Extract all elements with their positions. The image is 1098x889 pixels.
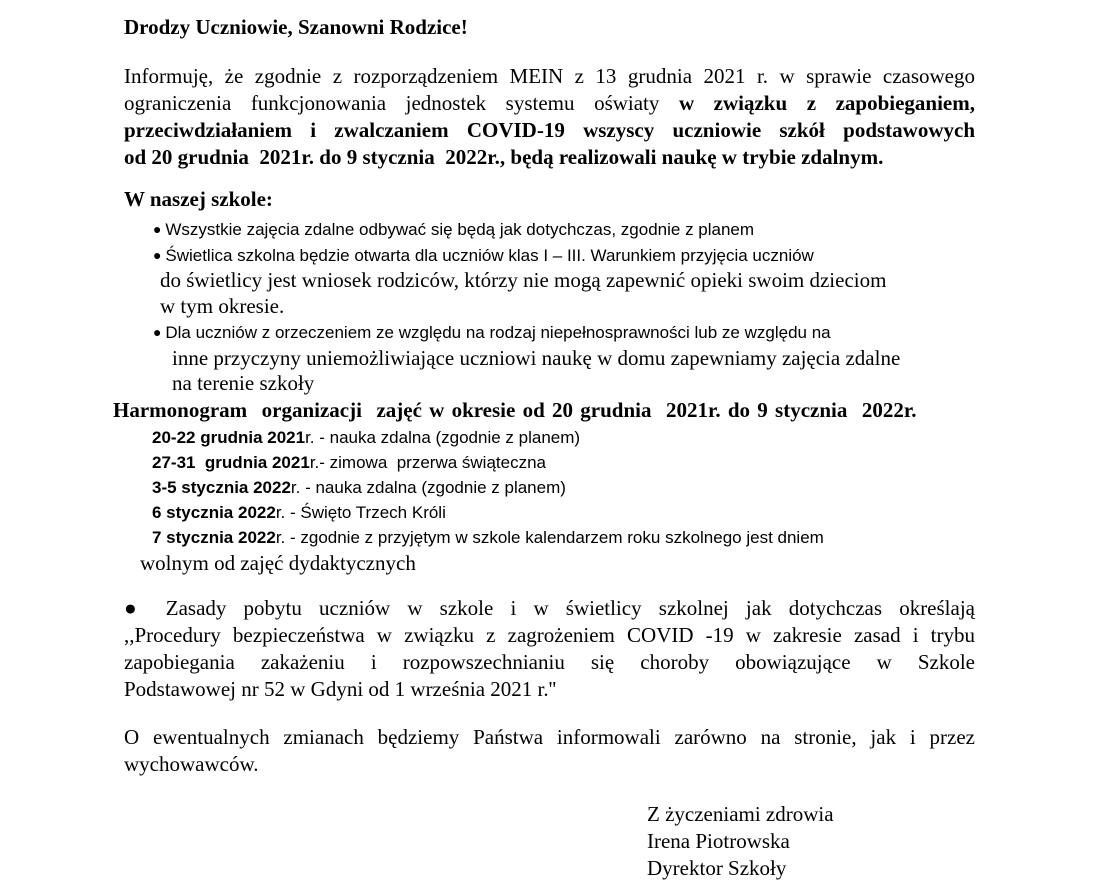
bullet-first-line <box>124 243 975 269</box>
schedule-heading: Harmonogram organizacji zajęć w okresie od 20 grudnia 2021r. do 9 stycznia 2022r. <box>113 397 917 422</box>
schedule-row <box>124 425 975 450</box>
schedule-row <box>124 500 975 525</box>
text-run: ● Zasady pobytu uczniów w szkole i w świetlicy szkolnej jak dotychczas określają <box>124 595 975 620</box>
bullet-continuation-line: inne przyczyny uniemożliwiające uczniowi naukę w domu zapewniamy zajęcia zdalne <box>172 345 901 370</box>
bold-text-run: od 20 grudnia 2021r. do 9 stycznia 2022r., będą realizowali naukę w trybie zdalnym. <box>124 145 884 169</box>
signature-line: Dyrektor Szkoły <box>647 855 787 880</box>
policy-paragraph <box>124 595 975 703</box>
bullet-first-line <box>124 217 975 243</box>
schedule-date: 7 stycznia 2022 <box>152 527 276 547</box>
text-line <box>124 676 975 703</box>
bold-text-run: w związku z zapobieganiem, <box>678 91 975 115</box>
bullet-text: Wszystkie zajęcia zdalne odbywać się będą jak dotychczas, zgodnie z planem <box>165 220 755 239</box>
schedule-continuation-line: wolnym od zajęć dydaktycznych <box>140 550 416 575</box>
schedule-row <box>124 450 975 475</box>
bullet-item <box>124 217 975 243</box>
schedule-description: r. - nauka zdalna (zgodnie z planem) <box>305 427 581 447</box>
text-run: Informuję, że zgodnie z rozporządzeniem MEIN z 13 grudnia 2021 r. w sprawie czasowego <box>124 64 975 88</box>
bullet-list <box>124 217 975 397</box>
text-line <box>124 144 975 171</box>
text-run: Podstawowej nr 52 w Gdyni od 1 września 2021 r.'' <box>124 676 557 701</box>
section-heading: W naszej szkole: <box>124 187 273 211</box>
text-line <box>124 117 975 144</box>
closing-paragraph <box>124 724 975 778</box>
bullet-text: Świetlica szkolna będzie otwarta dla uczniów klas I – III. Warunkiem przyjęcia uczniów <box>165 245 814 265</box>
signature-line: Z życzeniami zdrowia <box>647 801 834 826</box>
text-line <box>124 595 975 622</box>
schedule-date: 20-22 grudnia 2021 <box>152 427 306 447</box>
intro-paragraph <box>124 63 975 171</box>
text-run: zapobiegania zakażeniu i rozpowszechnianiu się choroby obowiązujące w Szkole <box>124 649 975 674</box>
bullet-icon: ● <box>153 221 166 237</box>
bullet-first-line <box>124 320 975 346</box>
bullet-text: Dla uczniów z orzeczeniem ze względu na rodzaj niepełnosprawności lub ze względu na <box>165 322 831 342</box>
bullet-continuation-line: na terenie szkoły <box>172 371 315 396</box>
greeting-line: Drodzy Uczniowie, Szanowni Rodzice! <box>124 15 468 39</box>
bullet-icon: ● <box>153 323 166 340</box>
text-line <box>124 724 975 751</box>
text-line <box>124 751 975 778</box>
schedule-date: 3-5 stycznia 2022 <box>152 477 291 497</box>
text-line <box>124 622 975 649</box>
bullet-item <box>124 320 975 397</box>
text-line <box>124 63 975 90</box>
schedule-list <box>124 425 975 550</box>
schedule-date: 6 stycznia 2022 <box>152 502 276 522</box>
text-run: wychowawców. <box>124 751 259 776</box>
schedule-description: r. - Święto Trzech Króli <box>275 502 446 522</box>
text-run: O ewentualnych zmianach będziemy Państwa informowali zarówno na stronie, jak i przez <box>124 724 975 749</box>
bold-text-run: przeciwdziałaniem i zwalczaniem COVID-19 wszyscy uczniowie szkół podstawowych <box>124 118 975 142</box>
schedule-description: r. - zgodnie z przyjętym w szkole kalendarzem roku szkolnego jest dniem <box>275 527 824 547</box>
text-run: ograniczenia funkcjonowania jednostek systemu oświaty <box>124 91 679 115</box>
text-run: ,,Procedury bezpieczeństwa w związku z zagrożeniem COVID -19 w zakresie zasad i trybu <box>124 622 975 647</box>
schedule-date: 27-31 grudnia 2021 <box>152 452 310 472</box>
signature-block <box>647 801 975 882</box>
text-line <box>124 90 975 117</box>
bullet-item <box>124 243 975 320</box>
schedule-row <box>124 475 975 500</box>
signature-line: Irena Piotrowska <box>647 828 790 853</box>
text-line <box>124 649 975 676</box>
schedule-description: r.- zimowa przerwa świąteczna <box>309 452 546 472</box>
bullet-icon: ● <box>153 246 166 263</box>
schedule-description: r. - nauka zdalna (zgodnie z planem) <box>290 477 566 497</box>
bullet-continuation-line: w tym okresie. <box>160 294 285 319</box>
schedule-row <box>124 525 975 550</box>
bullet-continuation-line: do świetlicy jest wniosek rodziców, którzy nie mogą zapewnić opieki swoim dzieciom <box>160 268 887 293</box>
